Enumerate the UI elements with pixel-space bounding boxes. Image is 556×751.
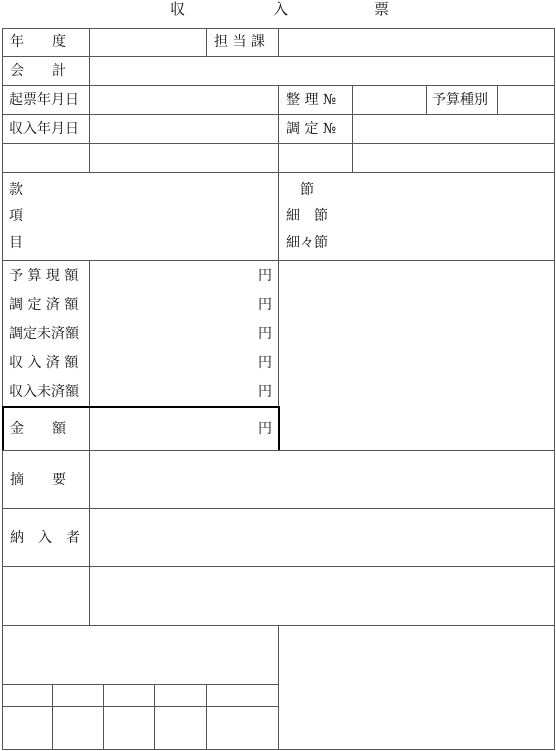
title-char-1: 収 [170, 0, 186, 18]
label-kihyou: 起票年月日 [9, 92, 79, 108]
label-choutei-mizumi: 調定未済額 [9, 326, 79, 342]
seiri-no-field[interactable] [352, 85, 427, 115]
kingaku-divider [89, 408, 90, 450]
yen-unit-2: 円 [258, 297, 272, 313]
label-shuunyuu-date: 収入年月日 [9, 121, 79, 137]
title-char-2: 入 [273, 0, 289, 18]
choutei-no-field[interactable] [352, 114, 555, 144]
stamp-col-header-4[interactable] [154, 684, 207, 707]
label-tantouka: 担 当 課 [214, 34, 265, 50]
blank-cell-2[interactable] [89, 143, 279, 173]
label-choutei-no: 調 定 № [286, 121, 337, 137]
label-kou: 項 [9, 208, 23, 224]
blank-wide-cell[interactable] [89, 566, 555, 626]
blank-label-cell[interactable] [2, 566, 90, 626]
label-shuunyuu-mizumi: 収入未済額 [9, 384, 79, 400]
label-yosan-shubetsu: 予算種別 [432, 92, 488, 108]
stamp-box-1[interactable] [2, 706, 53, 750]
stamp-header-cell[interactable] [2, 625, 279, 685]
yen-unit-5: 円 [258, 384, 272, 400]
stamp-col-header-5[interactable] [206, 684, 279, 707]
title-char-3: 票 [374, 0, 390, 18]
label-setsu: 節 [300, 182, 314, 198]
label-shuunyuu-zumi: 収 入 済 額 [9, 355, 79, 371]
shuunyuu-date-field[interactable] [89, 114, 279, 144]
nounyuusha-field[interactable] [89, 508, 555, 567]
stamp-box-3[interactable] [103, 706, 155, 750]
amount-values-column[interactable] [89, 260, 279, 408]
label-seiri: 整 理 № [286, 92, 337, 108]
stamp-col-header-2[interactable] [52, 684, 104, 707]
amount-side-area[interactable] [278, 260, 555, 451]
label-saisetsu: 細 節 [286, 208, 328, 224]
label-saisaisetsu: 細々節 [286, 235, 328, 251]
yen-unit-kingaku: 円 [258, 421, 272, 437]
stamp-box-2[interactable] [52, 706, 104, 750]
tantouka-field[interactable] [278, 28, 555, 57]
bottom-right-cell[interactable] [278, 625, 555, 750]
yen-unit-4: 円 [258, 355, 272, 371]
blank-cell-3[interactable] [278, 143, 353, 173]
label-tekiyou: 摘 要 [10, 472, 66, 488]
label-kan: 款 [9, 182, 23, 198]
kingaku-field[interactable] [91, 408, 277, 450]
stamp-box-4[interactable] [154, 706, 207, 750]
kihyou-date-field[interactable] [89, 85, 279, 115]
yen-unit-3: 円 [258, 326, 272, 342]
label-nounyuusha: 納 入 者 [10, 530, 80, 546]
yen-unit-1: 円 [258, 268, 272, 284]
blank-cell-4[interactable] [352, 143, 555, 173]
label-kaikei: 会 計 [10, 63, 66, 79]
label-moku: 目 [9, 235, 23, 251]
blank-cell-1[interactable] [2, 143, 90, 173]
label-choutei-zumi: 調 定 済 額 [9, 297, 79, 313]
tekiyou-field[interactable] [89, 450, 555, 509]
kaikei-field[interactable] [89, 56, 555, 86]
yosan-shubetsu-field[interactable] [497, 85, 555, 115]
stamp-col-header-1[interactable] [2, 684, 53, 707]
label-nendo: 年 度 [10, 34, 66, 50]
label-yosan-gen: 予 算 現 額 [9, 268, 79, 284]
stamp-box-5[interactable] [206, 706, 279, 750]
kan-kou-moku-field[interactable] [2, 172, 279, 261]
label-kingaku: 金 額 [10, 421, 66, 437]
nendo-field[interactable] [89, 28, 207, 57]
stamp-col-header-3[interactable] [103, 684, 155, 707]
